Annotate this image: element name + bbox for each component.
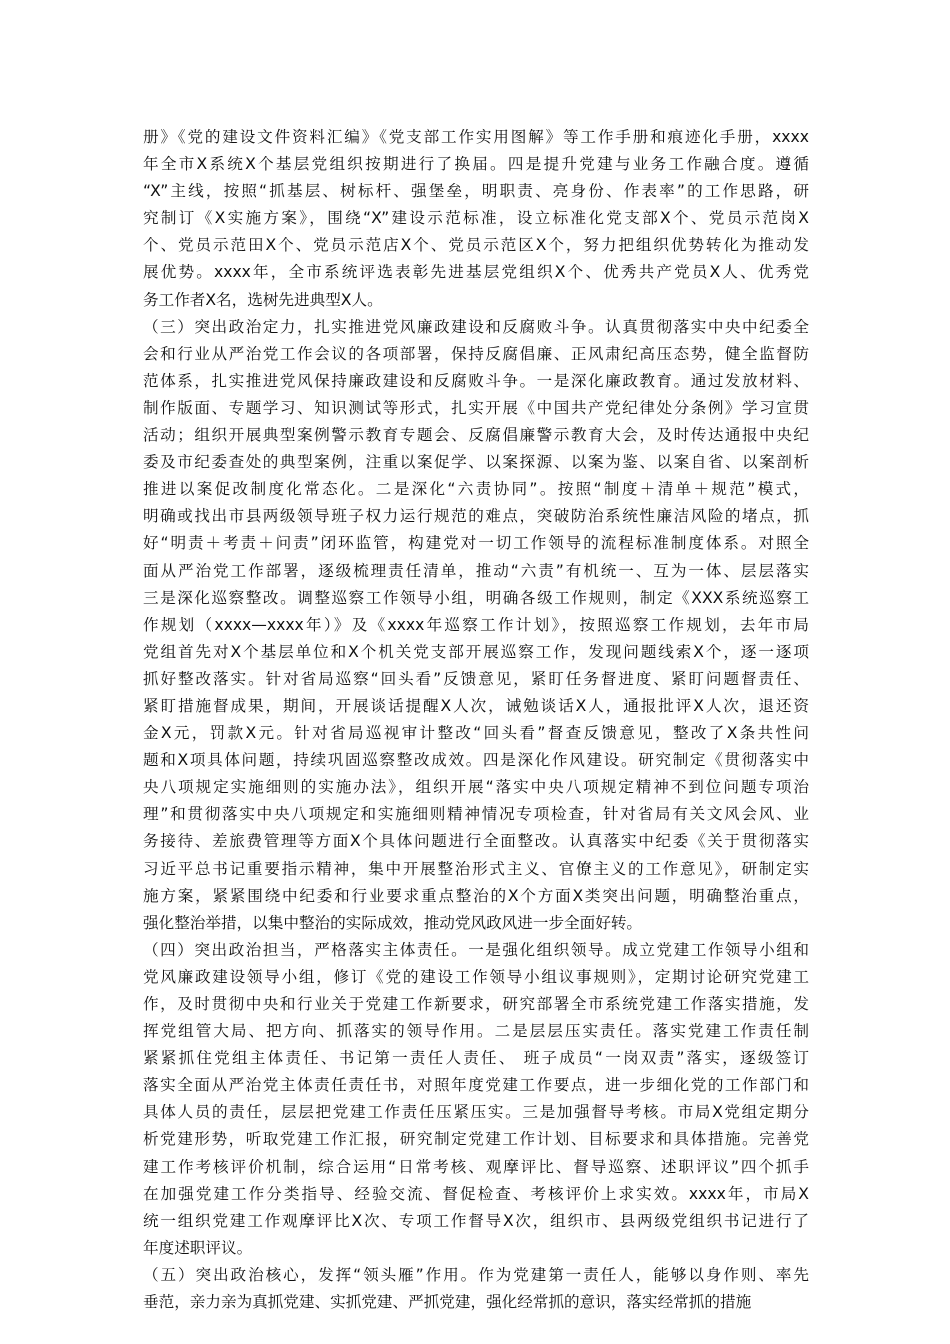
text-line: 在加强党建工作分类指导、经验交流、督促检查、考核评价上求实效。xxxx年，市局X bbox=[143, 1184, 809, 1203]
text-line: 范体系，扎实推进党风保持廉政建设和反腐败斗争。一是深化廉政教育。通过发放材料、 bbox=[143, 371, 809, 390]
text-line: 垂范，亲力亲为真抓党建、实抓党建、严抓党建，强化经常抓的意识，落实经常抓的措施 bbox=[143, 1293, 752, 1312]
text-line: “X”主线，按照“抓基层、树标杆、强堡垒，明职责、亮身份、作表率”的工作思路，研 bbox=[143, 182, 809, 201]
text-line: 好“明责＋考责＋问责”闭环监管，构建党对一切工作领导的流程标准制度体系。对照全 bbox=[143, 534, 809, 553]
text-line: 作规划（xxxx—xxxx年）》及《xxxx年巡察工作计划》，按照巡察工作规划，去年市局 bbox=[143, 615, 809, 634]
text-line: 推进以案促改制度化常态化。二是深化“六责协同”。按照“制度＋清单＋规范”模式， bbox=[143, 480, 809, 499]
text-line: 紧紧抓住党组主体责任、书记第一责任人责任、 班子成员“一岗双责”落实，逐级签订 bbox=[143, 1049, 809, 1068]
text-line: （五）突出政治核心，发挥“领头雁”作用。作为党建第一责任人，能够以身作则、率先 bbox=[143, 1265, 809, 1284]
text-line: 强化整治举措，以集中整治的实际成效，推动党风政风进一步全面好转。 bbox=[143, 913, 643, 932]
text-line: 面从严治党工作部署，逐级梳理责任清单，推动“六责”有机统一、互为一体、层层落实 bbox=[143, 561, 809, 580]
text-line: 展优势。xxxx年，全市系统评选表彰先进基层党组织X个、优秀共产党员X人、优秀党 bbox=[143, 263, 809, 282]
text-line: 析党建形势，听取党建工作汇报，研究制定党建工作计划、目标要求和具体措施。完善党 bbox=[143, 1130, 809, 1149]
document-body bbox=[143, 124, 809, 1316]
text-line: 理”和贯彻落实中央八项规定和实施细则精神情况专项检查，针对省局有关文风会风、业 bbox=[143, 805, 809, 824]
text-line: 务工作者X名，选树先进典型X人。 bbox=[143, 290, 383, 309]
text-line: 党风廉政建设领导小组，修订《党的建设工作领导小组议事规则》，定期讨论研究党建工 bbox=[143, 967, 809, 986]
text-line: 年度述职评议。 bbox=[143, 1238, 253, 1257]
text-line: 究制订《X实施方案》，围绕“X”建设示范标准，设立标准化党支部X个、党员示范岗X bbox=[143, 209, 809, 228]
text-line: 落实全面从严治党主体责任责任书，对照年度党建工作要点，进一步细化党的工作部门和 bbox=[143, 1076, 809, 1095]
text-line: 作，及时贯彻中央和行业关于党建工作新要求，研究部署全市系统党建工作落实措施，发 bbox=[143, 995, 809, 1013]
text-line: 务接待、差旅费管理等方面X个具体问题进行全面整改。认真落实中纪委《关于贯彻落实 bbox=[143, 832, 809, 851]
text-line: 明确或找出市县两级领导班子权力运行规范的难点，突破防治系统性廉洁风险的堵点，抓 bbox=[143, 507, 809, 526]
text-line: 党组首先对X个基层单位和X个机关党支部开展巡察工作，发现问题线索X个，逐一逐项 bbox=[143, 642, 809, 661]
text-line: 金X元，罚款X元。针对省局巡视审计整改“回头看”督查反馈意见，整改了X条共性问 bbox=[143, 724, 809, 743]
text-line: 制作版面、专题学习、知识测试等形式，扎实开展《中国共产党纪律处分条例》学习宣贯 bbox=[143, 398, 809, 417]
text-line: （四）突出政治担当，严格落实主体责任。一是强化组织领导。成立党建工作领导小组和 bbox=[143, 940, 809, 959]
text-line: 三是深化巡察整改。调整巡察工作领导小组，明确各级工作规则，制定《XXX系统巡察工 bbox=[143, 588, 809, 607]
text-line: 建工作考核评价机制，综合运用“日常考核、观摩评比、督导巡察、述职评议”四个抓手 bbox=[143, 1157, 809, 1176]
text-line: 会和行业从严治党工作会议的各项部署，保持反腐倡廉、正风肃纪高压态势，健全监督防 bbox=[143, 344, 809, 363]
text-line: 央八项规定实施细则的实施办法》，组织开展“落实中央八项规定精神不到位问题专项治 bbox=[143, 778, 809, 797]
text-line: 统一组织党建工作观摩评比X次、专项工作督导X次，组织市、县两级党组织书记进行了 bbox=[143, 1211, 809, 1230]
text-line: 委及市纪委查处的典型案例，注重以案促学、以案探源、以案为鉴、以案自省、以案剖析 bbox=[143, 453, 809, 472]
text-line: 具体人员的责任，层层把党建工作责任压紧压实。三是加强督导考核。市局X党组定期分 bbox=[143, 1103, 809, 1122]
text-line: 紧盯措施督成果，期间，开展谈话提醒X人次，诫勉谈话X人，通报批评X人次，退还资 bbox=[143, 696, 809, 715]
text-line: 挥党组管大局、把方向、抓落实的领导作用。二是层层压实责任。落实党建工作责任制 bbox=[143, 1022, 809, 1041]
text-line: 年全市X系统X个基层党组织按期进行了换届。四是提升党建与业务工作融合度。遵循 bbox=[143, 155, 809, 174]
text-line: 施方案，紧紧围绕中纪委和行业要求重点整治的X个方面X类突出问题，明确整治重点， bbox=[143, 886, 809, 905]
text-line: 抓好整改落实。针对省局巡察“回头看”反馈意见，紧盯任务督进度、紧盯问题督责任、 bbox=[143, 669, 809, 688]
text-line: 个、党员示范田X个、党员示范店X个、党员示范区X个，努力把组织优势转化为推动发 bbox=[143, 236, 809, 255]
text-line: （三）突出政治定力，扎实推进党风廉政建设和反腐败斗争。认真贯彻落实中央中纪委全 bbox=[143, 317, 809, 336]
text-line: 册》《党的建设文件资料汇编》《党支部工作实用图解》等工作手册和痕迹化手册，xxxx bbox=[143, 128, 809, 146]
text-line: 活动；组织开展典型案例警示教育专题会、反腐倡廉警示教育大会，及时传达通报中央纪 bbox=[143, 426, 809, 445]
text-line: 习近平总书记重要指示精神，集中开展整治形式主义、官僚主义的工作意见》，研制定实 bbox=[143, 859, 809, 878]
text-line: 题和X项具体问题，持续巩固巡察整改成效。四是深化作风建设。研究制定《贯彻落实中 bbox=[143, 751, 809, 770]
